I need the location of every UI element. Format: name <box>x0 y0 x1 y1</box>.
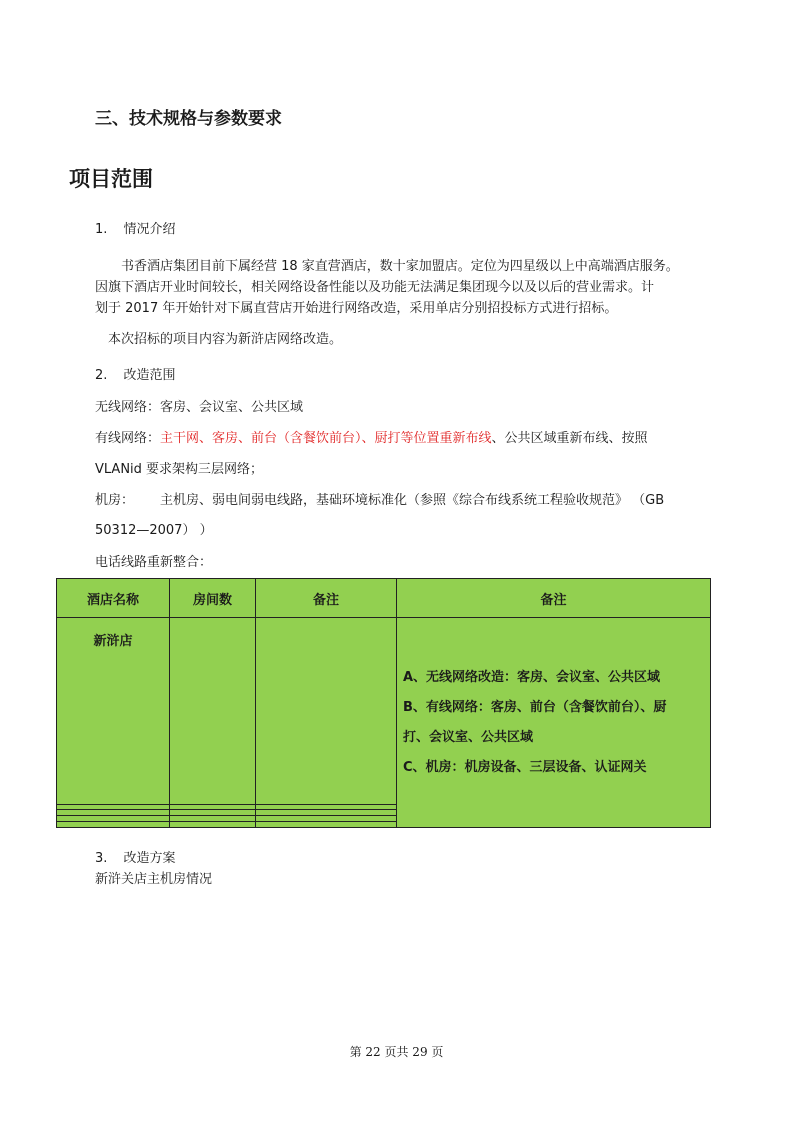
header-remark: 备注 <box>256 579 397 618</box>
room-count-cell <box>170 618 256 805</box>
room-line <box>95 491 664 511</box>
room-line2: 50312—2007） ） <box>95 523 213 538</box>
sec1-heading <box>95 220 176 240</box>
note-b-cont: 打、会议室、公共区域 <box>403 729 534 745</box>
page-footer: 第 22 页共 29 页 <box>349 1045 444 1059</box>
sec1-title: 情况介绍 <box>123 222 176 237</box>
sec3-heading <box>95 849 176 869</box>
section-heading: 三、技术规格与参数要求 <box>95 109 282 129</box>
sec1-para2: 本次招标的项目内容为新浒店网络改造。 <box>108 332 343 347</box>
sec1-para1-line1: 书香酒店集团目前下属经营 18 家直营酒店，数十家加盟店。定位为四星级以上中高端酒店服务。 <box>121 259 679 274</box>
wired-highlight: 主干网、客房、前台（含餐饮前台）、厨打等位置重新布线 <box>160 431 492 446</box>
room-label: 机房： <box>95 493 135 508</box>
wired-prefix: 有线网络： <box>95 431 161 446</box>
note-c: C、机房：机房设备、三层设备、认证网关 <box>403 759 647 775</box>
table-row <box>57 618 711 805</box>
sec3-number: 3. <box>95 851 108 866</box>
sec2-number: 2. <box>95 368 108 383</box>
sec1-para1-line3: 划于 2017 年开始针对下属直营店开始进行网络改造，采用单店分别招投标方式进行招标。 <box>95 301 618 316</box>
page-title: 项目范围 <box>69 167 153 191</box>
header-hotel-name: 酒店名称 <box>57 579 170 618</box>
sec3-line: 新浒关店主机房情况 <box>95 872 213 887</box>
notes-cell <box>397 618 711 828</box>
sec2-heading <box>95 366 176 386</box>
sec2-title: 改造范围 <box>123 368 176 383</box>
note-a: A、无线网络改造：客房、会议室、公共区域 <box>403 669 661 685</box>
wired-line <box>95 429 648 449</box>
wired-rest: 、公共区域重新布线、按照 <box>491 431 648 446</box>
phone-line: 电话线路重新整合： <box>95 555 213 570</box>
table-header-row <box>57 579 711 618</box>
sec1-number: 1. <box>95 222 108 237</box>
header-remark-2: 备注 <box>397 579 711 618</box>
wireless-line: 无线网络：客房、会议室、公共区域 <box>95 400 304 415</box>
room-text: 主机房、弱电间弱电线路，基础环境标准化（参照《综合布线系统工程验收规范》 （GB <box>160 493 665 508</box>
hotel-name-cell: 新浒店 <box>57 618 170 805</box>
header-room-count: 房间数 <box>170 579 256 618</box>
sec1-para1-line2: 因旗下酒店开业时间较长，相关网络设备性能以及功能无法满足集团现今以及以后的营业需求。计 <box>95 280 655 295</box>
note-b: B、有线网络：客房、前台（含餐饮前台）、厨 <box>403 699 667 715</box>
sec3-title: 改造方案 <box>123 851 176 866</box>
wired-line2: VLANid 要求架构三层网络； <box>95 462 264 477</box>
hotel-table <box>56 578 711 828</box>
remark-cell <box>256 618 397 805</box>
